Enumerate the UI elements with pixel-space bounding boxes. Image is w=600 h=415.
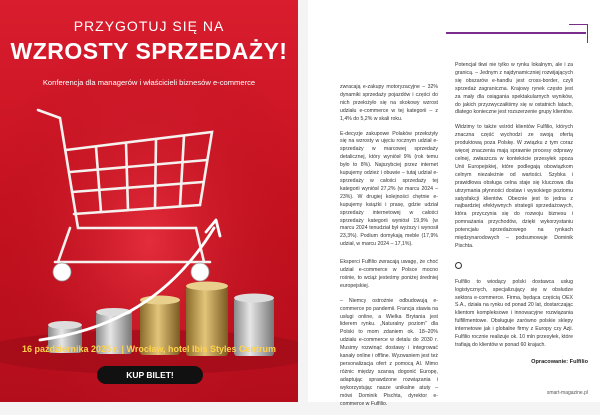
ad-subtitle: Konferencja dla managerów i właścicieli biznesów e-commerce: [42, 78, 256, 87]
paragraph: zwracają e-zakupy motoryzacyjne – 32% dynamiki sprzedaży pojazdów i części do nich przełożyło się na skokowy wzrost udziału e-commerce w tej kategorii – z 1,4% do 5,2% w skali roku.: [340, 84, 438, 122]
paragraph: Eksperci Fulfilio zwracają uwagę, że choć udział e-commerce w Polsce mocno rośnie, to wciąż jesteśmy poniżej średniej europejskiej.: [340, 259, 438, 289]
ad-headline-main: WZROSTY SPRZEDAŻY!: [10, 38, 288, 64]
paragraph: – Niemcy ostrożnie odbudowują e-commerce po pandemii. Francja stawia na usługi online, a Wielka Brytania jest liderem rynku. „Naturalny poziom” dla Polski to mom zdaniem ok. 18–20% udziału e-commerce w detalu do 2030 r. Musimy rozwinąć dostawy i integrować kanały online i offline. Wyzwaniem jest też personalizacja ofert z pomocą AI. Mimo różnic między szansą dogonić Europę, adaptując sprawdzone rozwiązania i wykorzystując nasze unikalne atuty – mówi Dominik Pischta, dyrektor e-commerce w Fulfilio.: [340, 297, 438, 407]
article-column-2: [455, 62, 573, 357]
conference-ad: [0, 0, 298, 402]
paragraph: Widzimy to także wśród klientów Fulfilio, których znaczna część wychodzi ze swoją ofertą produktową poza Polskę. W związku z tym coraz więcej znaczenia mają sprawnie procesy odprawy celnej, zwłaszcza w kontekście przesyłek spoza Unii Europejskiej, które podlegają obowiązkom celnym niezależnie od wartości. Szybka i prawidłowa obsługa celna staje się kluczowa dla utrzymania płynności dostaw i wysokiego poziomu satysfakcji klientów. Obecnie jest to jedna z najbardziej efektywnych strategii sprzedażowych, która przyczynia się do rozwoju biznesu i pomnażania przychodów, dzięki wykorzystaniu potencjału sprzedażowego na rynkach międzynarodowych – podsumowuje Dominik Pischta.: [455, 124, 573, 249]
separator-circle-icon: [455, 262, 462, 269]
buy-ticket-button[interactable]: KUP BILET!: [97, 366, 203, 384]
article-column-1: [340, 84, 438, 415]
ad-headline-top: PRZYGOTUJ SIĘ NA: [73, 18, 225, 34]
article-credit: Opracowanie: Fulfilio: [531, 359, 588, 365]
event-date-location: 16 października 2025 r. | Wrocław, hotel Ibis Styles Centrum: [21, 344, 277, 354]
corner-accent: [569, 24, 588, 43]
paragraph: Potencjał tkwi nie tylko w rynku lokalnym, ale i za granicą. – Jednym z najdynamiczniej rozwijających się obszarów e-handlu jest cross-border, czyli sprzedaż zagraniczna. Krajowy rynek często jest za mały dla osiągania spektakularnych wyników, do jakich przyzwyczaiłiśmy się w ostatnich latach, dlatego konieczne jest rozszerzenie grupy klientów.: [455, 62, 573, 116]
website-footer[interactable]: smart-magazine.pl: [546, 390, 588, 396]
accent-rule: [446, 32, 586, 34]
paragraph: Fulfilio to wiodący polski dostawca usług logistycznych, specjalizujący się w obsłudze sektora e-commerce. Firma, będąca częścią OEX S.A., działa na rynku od ponad 20 lat, dostarczając klientom kompleksowe i innowacyjne rozwiązania fulfillmentowe. Obsługuje zarówno polskie sklepy internetowe jak i globalne firmy z Europy czy Azji. Fulfilio rocznie realizuje ok. 10 mln przesyłek, które trafiają do klientów w ponad 60 krajach.: [455, 278, 573, 348]
paragraph: E-decyzje zakupowe Polaków przełożyły się na wzrosty w ujęciu rocznym udział e-sprzedaży w marcowej sprzedaży detalicznej, który wyniósł 9% (rok temu było to 8%). Najszybciej przez internet kupujemy odzież i obuwie – tutaj udział e-sprzedaży w całości sprzedaży tej kategorii wyniósł 27,2% (w marcu 2024 – 23%). W drugiej kolejności chętnie e-kupujemy książki i prasę, gdzie udział sprzedaży internetowej w całości sprzedaży kategorii wyniósł 19,9% (w marcu 2024 tenudział był wyższy i wynosił 23,3%). Podium domykają meble (17,9% udział, w marcu 2024 – 17,1%).: [340, 130, 438, 248]
